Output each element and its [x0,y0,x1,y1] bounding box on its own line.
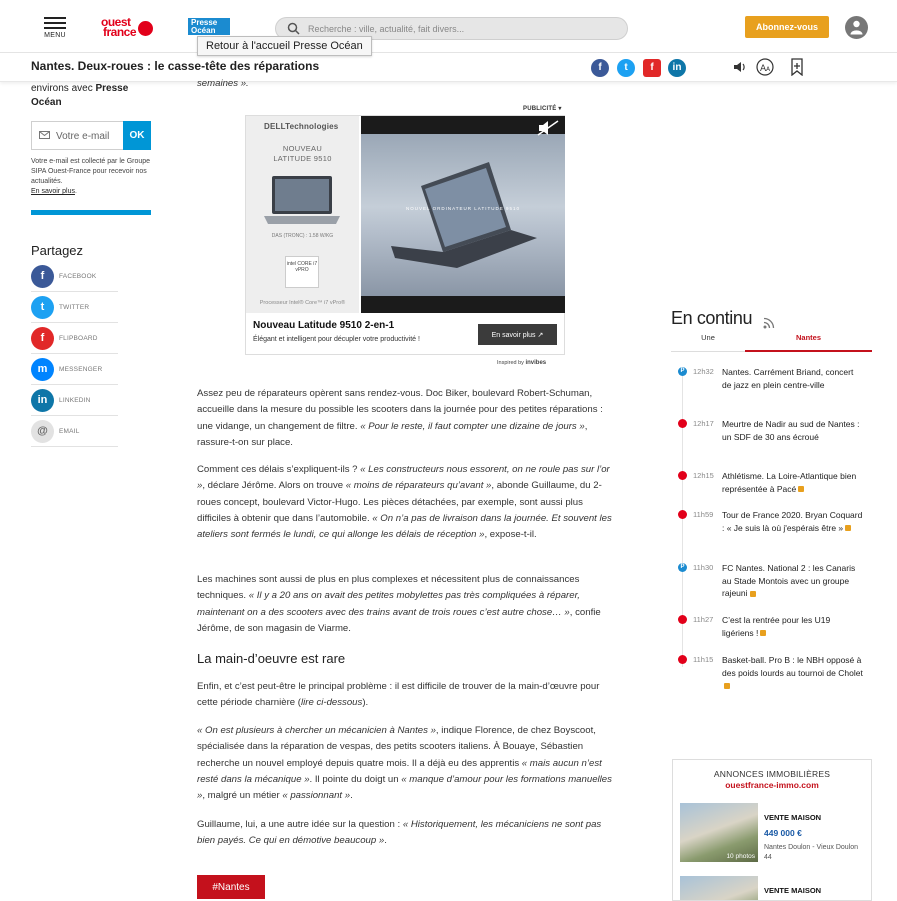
listing-type: VENTE MAISON [764,813,822,822]
news-headline-text: Tour de France 2020. Bryan Coquard : « Je suis là où j'espérais être » [722,510,863,533]
text: , confie Jérôme, de son magasin de Viarme. [197,606,601,634]
text: , déclare Jérôme. Alors on trouve [202,480,346,492]
newsletter-notice [31,157,151,197]
news-time: 11h30 [693,563,714,572]
svg-text:A: A [766,66,771,73]
premium-lock-icon [750,591,756,597]
newsletter-lead-text: environs avec [31,83,96,94]
ad-product-panel [246,116,359,313]
ouest-france-badge-icon [678,655,687,664]
text: Comment ces délais s’expliquent-ils ? [197,464,361,475]
news-time: 12h17 [693,419,714,428]
dell-logo: DELLTechnologies [264,122,339,131]
linkedin-icon: in [672,62,682,73]
quote: « On n’a pas de livraison dans la journée. Et souvent les ateliers sont fermés le lundi, ce qui allonge les délais de réception » [197,512,612,541]
intel-badge: intel CORE i7 vPRO [285,256,319,288]
external-link-icon: ↗ [537,331,544,339]
quote: « mais aucun n’est resté dans la mécanique » [197,757,602,785]
ad-title-line: LATITUDE 9510 [273,154,332,163]
ouest-france-badge-icon [678,615,687,624]
share-facebook-link[interactable] [31,265,118,292]
ad-processor: Processeur Intel® Core™ i7 vPro® [259,300,346,306]
newsletter-notice-text: Votre e-mail est collecté par le Groupe SIPA Ouest-France pour recevoir nos actualités. [31,158,151,185]
news-headline-text: FC Nantes. National 2 : les Canaris au Stade Montois avec un groupe rajeuni [722,563,856,599]
notice-punctuation: . [74,188,77,195]
search-input[interactable] [308,21,618,36]
share-facebook-button[interactable] [591,59,609,77]
share-label: FLIPBOARD [59,335,98,342]
share-label: EMAIL [59,428,80,435]
news-headline-text: Basket-ball. Pro B : le NBH opposé à des poids lourds au tournoi de Cholet [722,655,863,678]
newsletter-brand: Océan [31,97,62,108]
news-time: 12h32 [693,367,714,376]
flipboard-icon: f [31,327,54,350]
property-photo [680,876,758,901]
newsletter-lead [31,82,149,110]
email-icon: @ [31,420,54,443]
facebook-icon: f [31,265,54,288]
text: Les machines sont aussi de plus en plus complexes et nécessitent plus de connaissances techniques. [197,574,580,602]
en-continu-heading: En continu [671,308,753,328]
share-messenger-link[interactable] [31,358,118,385]
quote: « moins de réparateurs qu’avant » [345,480,492,492]
news-headline [722,562,864,600]
share-twitter-link[interactable] [31,296,118,323]
text: , expose-t-il. [484,529,537,541]
real-estate-heading: ANNONCES IMMOBILIÈRES [713,769,831,779]
listen-audio-icon[interactable] [731,58,749,76]
quote: « Il y a 20 ans on avait des petites mobylettes pas très compliquées à réparer, maintenant on a des scooters avec des trains avant de trois roues c’est autre chose… » [197,590,580,618]
text: , abonde Guillaume, du 2-roues concept, boulevard Victor-Hugo. Les pièces détachées, par exemple, sont aussi plus difficiles à obtenir que dans l’automobile. [197,480,602,524]
ad-spec: DAS (TRONC) : 1.58 W/KG [271,233,334,239]
svg-text:A: A [760,64,767,74]
active-tab-indicator [745,350,872,352]
quote: « passionnant » [282,790,351,802]
quote: « Les constructeurs nous essorent, on ne roule pas sur l’or » [197,464,610,492]
article-paragraph [197,462,612,543]
news-headline-text: Nantes. Carrément Briand, concert de jazz en plein centre-ville [722,367,854,390]
news-headline [722,509,864,534]
article-paragraph [197,723,612,804]
text: Assez peu de réparateurs opèrent sans rendez-vous. Doc Biker, boulevard Robert-Schuman, accueille dans la mesure du possible les scooters dans la journée pour des petites réparations : une vidange, un changement de filtre. [197,388,603,432]
invibes-logo: invibes [525,360,547,366]
news-headline [722,614,864,639]
text: . Il pointe du doigt un [309,773,402,785]
presse-ocean-logo[interactable] [188,18,230,35]
article-title: Nantes. Deux-roues : le casse-tête des réparations [31,59,320,73]
listing-location: Nantes Doulon - Vieux Doulon 44 [764,844,859,861]
text: Guillaume, lui, a une autre idée sur la question : [197,819,403,830]
share-label: FACEBOOK [59,273,97,280]
menu-icon-bar [44,22,66,24]
article-paragraph [197,572,612,637]
quote: « Pour le reste, il faut compter une dizaine de jours » [360,420,585,432]
share-flipboard-link[interactable] [31,327,118,354]
home-tooltip: Retour à l'accueil Presse Océan [197,36,372,56]
ad-caption [246,313,564,354]
premium-lock-icon [724,683,730,689]
ad-attribution[interactable] [497,360,546,366]
news-headline-text: Meurtre de Nadir au sud de Nantes : un SDF de 30 ans écroué [722,419,860,442]
share-label: MESSENGER [59,366,103,373]
news-time: 11h27 [693,615,714,624]
presse-ocean-badge-icon: P [678,367,687,376]
linkedin-icon: in [31,389,54,412]
subscribe-button[interactable]: Abonnez-vous [745,16,829,38]
user-icon [850,20,863,35]
news-headline [722,470,864,495]
article-paragraph [197,817,612,850]
text: Enfin, et c’est peut-être le principal problème : il est difficile de trouver de la main-d’œuvre pour cette période charnière ( [197,681,600,709]
newsletter-submit-button[interactable]: OK [123,121,151,150]
ad-product-title [246,144,359,164]
text: , indique Florence, de chez Boyscoot, spécialisée dans la réparation de vespas, des petits scooters italiens. À Bouaye, Sébastien recherche un nouvel employé depuis quatre mois. Il a déjà eu des apprentis [197,725,596,769]
ad-headline: Nouveau Latitude 9510 2-en-1 [253,320,395,331]
ad-label: PUBLICITÉ ▾ [523,106,562,112]
share-twitter-button[interactable] [617,59,635,77]
menu-icon-bar [44,27,66,29]
ad-cta-button[interactable] [478,324,557,345]
presse-ocean-badge-icon: P [678,563,687,572]
ad-subline: Élégant et intelligent pour décupler votre productivité ! [253,336,420,343]
tag-nantes-button[interactable]: #Nantes [197,875,265,899]
menu-button[interactable] [44,17,66,39]
facebook-icon: f [598,62,602,73]
article-subheading: La main-d’oeuvre est rare [197,651,346,666]
share-label: TWITTER [59,304,90,311]
ad-video-frame [361,134,565,296]
twitter-icon: t [31,296,54,319]
share-linkedin-button[interactable] [668,59,686,77]
news-time: 11h15 [693,655,714,664]
attribution-text: Inspired by [497,360,524,366]
news-headline [722,366,864,391]
real-estate-source[interactable]: ouestfrance-immo.com [725,780,819,790]
laptop-image [262,174,342,226]
article-paragraph [197,386,612,451]
share-flipboard-button[interactable] [643,59,661,77]
ad-label-text: PUBLICITÉ [523,106,557,112]
text: . [384,835,387,847]
property-photo [680,803,758,862]
share-linkedin-link[interactable] [31,389,118,416]
photo-count: 10 photos [726,853,755,860]
site-header [0,0,897,53]
logo-text: ouest [101,15,131,29]
messenger-icon: m [31,358,54,381]
ouest-france-logo[interactable] [101,17,153,39]
premium-lock-icon [845,525,851,531]
email-field[interactable] [56,128,122,144]
divider [31,210,151,215]
flipboard-icon: f [650,62,654,73]
share-label: LINKEDIN [59,397,91,404]
ad-cta-label: En savoir plus [491,331,536,339]
logo-text: france [103,25,137,39]
real-estate-widget [672,759,872,901]
ad-title-line: NOUVEAU [282,144,323,153]
ouest-france-badge-icon [678,419,687,428]
text: , rassure-t-on sur place. [197,420,588,448]
ad-video-text: NOUVEL ORDINATEUR LATITUDE 9510 [406,206,520,211]
quote: « On est plusieurs à chercher un mécanicien à Nantes » [197,725,436,736]
user-account-button[interactable] [845,16,868,39]
news-time: 12h15 [693,471,714,480]
advertisement[interactable] [245,115,565,355]
ouest-france-badge-icon [678,471,687,480]
article-paragraph [197,679,612,712]
premium-lock-icon [798,486,804,492]
premium-lock-icon [760,630,766,636]
bookmark-icon[interactable] [788,58,806,76]
tab-une[interactable]: Une [701,333,715,342]
ad-video[interactable] [361,116,565,313]
text: . [350,790,353,802]
quote: « manque d’amour pour les formations manuelles » [197,773,612,802]
tab-nantes[interactable]: Nantes [795,333,821,342]
envelope-icon [39,131,50,139]
text-size-icon[interactable] [756,58,774,76]
news-headline-text: C’est la rentrée pour les U19 ligériens ! [722,615,831,638]
news-headline [722,654,864,692]
search-icon [287,22,300,35]
article-fragment: semaines ». [197,78,249,89]
news-time: 11h59 [693,510,714,519]
listing-type: VENTE MAISON [764,886,822,895]
text: , malgré un métier [202,790,283,802]
ouest-france-badge-icon [678,510,687,519]
logo-mark-icon [138,21,153,36]
laptop-video-image [361,134,565,296]
share-heading: Partagez [31,243,84,258]
rss-icon[interactable] [763,317,775,329]
newsletter-form [31,121,151,150]
mute-icon[interactable] [537,120,559,136]
listing-price: 449 000 € [764,828,802,838]
news-headline-text: Athlétisme. La Loire-Atlantique bien représentée à Pacé [722,471,857,494]
quote: « Historiquement, les mécaniciens ne sont pas bien payés. Ce qui en démotive beaucoup » [197,819,602,847]
news-headline [722,418,864,443]
learn-more-link[interactable]: En savoir plus [31,188,75,195]
logo-text: Océan [191,26,216,35]
twitter-icon: t [624,62,628,73]
logo-text: Presse [191,18,218,27]
share-email-link[interactable] [31,420,118,447]
menu-icon [44,17,66,19]
read-below-link[interactable]: lire ci-dessous [301,697,363,709]
newsletter-brand: Presse [95,83,129,94]
text: ). [362,697,369,709]
menu-label: MENU [44,32,66,39]
